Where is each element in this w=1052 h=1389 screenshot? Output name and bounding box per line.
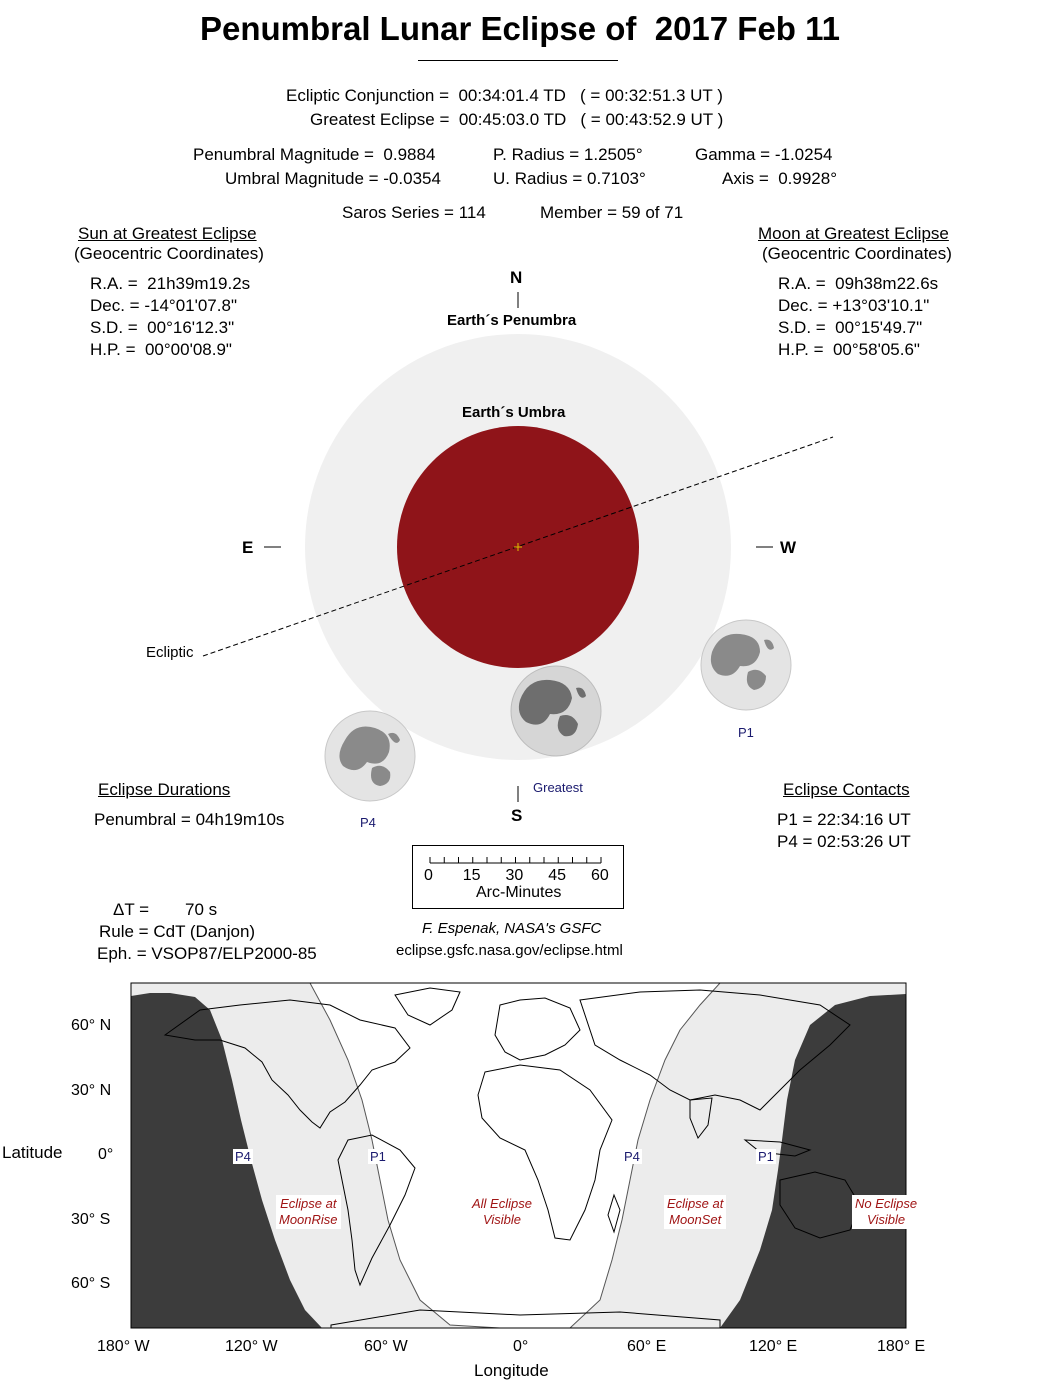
moon-subheading: (Geocentric Coordinates) [762,244,952,263]
east-label: E [242,538,254,557]
credit-url: eclipse.gsfc.nasa.gov/eclipse.html [396,942,623,959]
ecliptic-conjunction: Ecliptic Conjunction = 00:34:01.4 TD ( = 00:32:51.3 UT ) [286,86,723,105]
zone-all-visible: All Eclipse Visible [469,1195,535,1229]
contacts-heading: Eclipse Contacts [783,780,910,799]
penumbral-duration: Penumbral = 04h19m10s [94,810,285,829]
south-label: S [511,806,523,825]
sun-subheading: (Geocentric Coordinates) [74,244,264,263]
delta-t-label: ΔT = [113,900,150,919]
penumbra-label: Earth´s Penumbra [447,312,577,329]
moon-label-greatest: Greatest [533,780,583,795]
delta-t-value: 70 s [185,900,218,919]
contact-p4: P4 = 02:53:26 UT [777,832,911,851]
sun-heading: Sun at Greatest Eclipse [78,224,257,243]
ephemeris: Eph. = VSOP87/ELP2000-85 [97,944,317,963]
umbral-magnitude: Umbral Magnitude = -0.0354 [225,169,441,188]
lon-tick-180e: 180° E [877,1338,926,1355]
lat-tick-30n: 30° N [71,1082,112,1099]
moon-sd: S.D. = 00°15'49.7" [778,318,923,337]
scale-tick-label: 15 [462,867,481,884]
moon-dec: Dec. = +13°03'10.1" [778,296,930,315]
moon-label-p4: P4 [360,815,376,830]
scale-tick-label: 0 [424,867,433,884]
zone-moonrise: Eclipse at MoonRise [276,1195,341,1229]
gamma-value: Gamma = -1.0254 [695,145,833,164]
ecliptic-label: Ecliptic [146,644,194,661]
lon-tick-120e: 120° E [749,1338,798,1355]
credit-author: F. Espenak, NASA's GSFC [422,920,602,937]
moon-hp: H.P. = 00°58'05.6" [778,340,920,359]
lat-tick-30s: 30° S [71,1211,111,1228]
lon-tick-60w: 60° W [364,1338,408,1355]
scale-tick-label: 60 [591,867,609,884]
map-label-p4-west: P4 [235,1149,251,1164]
saros-member: Member = 59 of 71 [540,203,684,222]
zone-no-eclipse: No Eclipse Visible [852,1195,920,1229]
scale-tick-label: 30 [505,867,524,884]
moon-label-p1: P1 [738,725,754,740]
moon-ra: R.A. = 09h38m22.6s [778,274,939,293]
lon-tick-60e: 60° E [627,1338,667,1355]
map-xlabel: Longitude [474,1361,549,1380]
sun-dec: Dec. = -14°01'07.8" [90,296,237,315]
rule: Rule = CdT (Danjon) [99,922,256,941]
lon-tick-180w: 180° W [97,1338,150,1355]
penumbral-magnitude: Penumbral Magnitude = 0.9884 [193,145,436,164]
sun-sd: S.D. = 00°16'12.3" [90,318,235,337]
sun-ra: R.A. = 21h39m19.2s [90,274,251,293]
north-label: N [510,268,523,287]
saros-series: Saros Series = 114 [342,203,486,222]
lat-tick-60n: 60° N [71,1017,112,1034]
page-title: Penumbral Lunar Eclipse of 2017 Feb 11 [199,10,841,47]
scale-unit-label: Arc-Minutes [476,884,562,901]
map-label-p1-east: P1 [758,1149,774,1164]
contact-p1: P1 = 22:34:16 UT [777,810,911,829]
lat-tick-60s: 60° S [71,1275,111,1292]
umbra-label: Earth´s Umbra [462,404,566,421]
greatest-eclipse-time: Greatest Eclipse = 00:45:03.0 TD ( = 00:43:52.9 UT ) [310,110,724,129]
umbra-radius: U. Radius = 0.7103° [493,169,646,188]
map-ylabel: Latitude [2,1143,63,1162]
durations-heading: Eclipse Durations [98,780,231,799]
map-label-p1-west: P1 [370,1149,386,1164]
axis-value: Axis = 0.9928° [722,169,838,188]
moon-heading: Moon at Greatest Eclipse [758,224,949,243]
scale-tick-label: 45 [548,867,567,884]
lat-tick-0: 0° [98,1146,114,1163]
zone-moonset: Eclipse at MoonSet [664,1195,726,1229]
lon-tick-0: 0° [513,1338,529,1355]
west-label: W [780,538,797,557]
lon-tick-120w: 120° W [225,1338,278,1355]
penumbra-radius: P. Radius = 1.2505° [493,145,643,164]
map-label-p4-east: P4 [624,1149,640,1164]
sun-hp: H.P. = 00°00'08.9" [90,340,232,359]
